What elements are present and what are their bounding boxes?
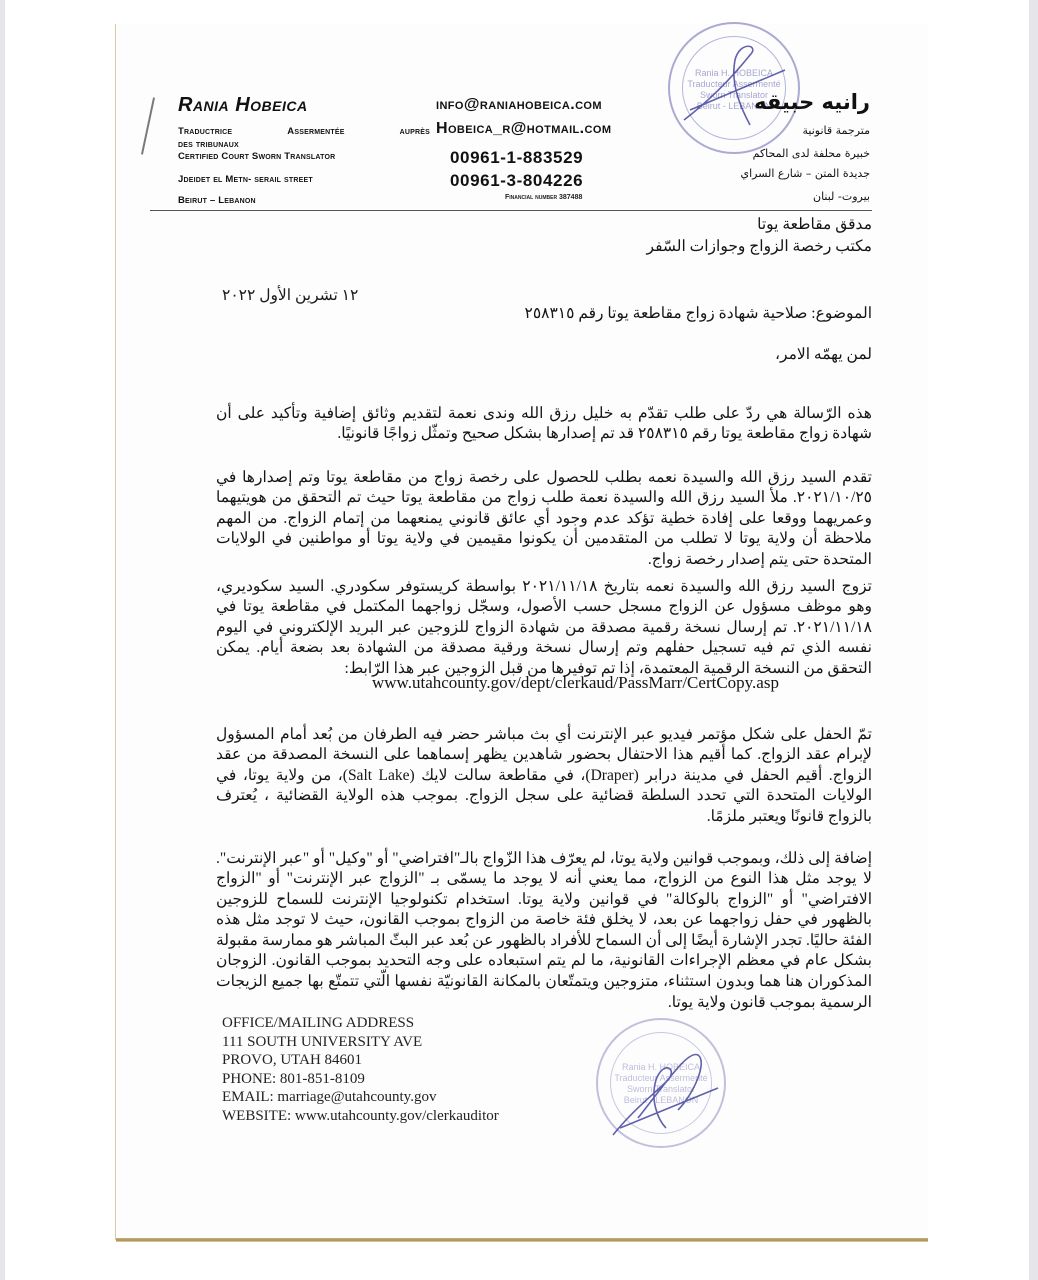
paragraph-3: تزوج السيد رزق الله والسيدة نعمه بتاريخ ٢٠٢١/١١/١٨ بواسطة كريستوفر سكودري. السيد سكوديري، وهو موظف مسؤول عن الزواج مسجل حسب الأصول، وسجّل زواجهما المكتمل في مقاطعة يوتا في ٢٠٢١/١١/١٨. تم إرسال نسخة رقمية مصدقة من شهادة الزواج للزوجين عبر البريد الإلكتروني في اليوم نفسه الذي تم فيه تسجيل حفلهم وتم إرسال نسخة ورقية مصدقة من الشهادة بعد بضعة أيام. يمكن التحقق من النسخة الرقمية المعتمدة، إذا تم توفيرها من قبل الزوجين عبر هذا الرّابط:: [216, 577, 872, 677]
paragraph-4: تمّ الحفل على شكل مؤتمر فيديو عبر الإنترنت أي بث مباشر حضر فيه الطرفان من بُعد أمام المسؤول لإبرام عقد الزواج. كما أقيم هذا الاحتفال بحضور شاهدين يظهر إسماهما على النسخة المصدقة من عقد الزواج. أقيم الحفل في مدينة درابر (Draper)، في مقاطعة سالت لايك (Salt Lake)، من ولاية يوتا، في الولايات المتحدة التي تحدد السلطة قضائية على سجل الزواج. بموجب هذه الولاية القضائية ، يُعترف بالزواج قانونًا ويعتبر ملزمًا.: [216, 725, 873, 825]
email-primary: info@raniahobeica.com: [436, 96, 602, 113]
paragraph-2: تقدم السيد رزق الله والسيدة نعمه بطلب للحصول على رخصة زواج من مقاطعة يوتا وتم إصدارها في ٢٠٢١/١٠/٢٥. ملأ السيد رزق الله والسيدة نعمة طلب زواج من مقاطعة يوتا حيث تم التحقق من هويتيهما وعمريهما ووقعا على إفادة خطية تؤكد عدم وجود أي عائق قانوني يمنعهما من إتمام الزواج. من المهم ملاحظة أن ولاية يوتا لا تطلب من المتقدمين أن يكونوا مقيمين في ولاية يوتا أو مواطنين في الولايات المتحدة حتى يتم إصدار رخصة زواج.: [216, 468, 872, 568]
letter-subject: الموضوع: صلاحية شهادة زواج مقاطعة يوتا رقم ٢٥٨٣١٥: [524, 305, 872, 322]
street-address-ar: جديدة المتن – شارع السراي: [740, 167, 870, 180]
stamp-line: Beirut - LEBANON: [623, 1095, 699, 1105]
viewer-left-edge: [0, 0, 5, 1280]
stamp-line: Beirut - LEBANON: [696, 101, 772, 111]
phone-landline: 00961-1-883529: [450, 148, 584, 167]
address-phone: PHONE: 801-851-8109: [222, 1070, 365, 1087]
stamp-line: Traducteur Assermenté: [687, 79, 781, 89]
translator-name-en: Rania Hobeica: [178, 94, 308, 116]
address-city: PROVO, UTAH 84601: [222, 1052, 363, 1068]
stamp-line: Sworn Translator: [626, 1084, 696, 1094]
title-fr-word: auprès: [399, 126, 430, 137]
city-en: Beirut – Lebanon: [178, 195, 256, 206]
salutation: لمن يهمّه الامر،: [775, 346, 872, 363]
court-title-ar: خبيرة محلفة لدى المحاكم: [752, 147, 870, 160]
translator-name-ar: رانيه حبيقه: [754, 90, 870, 114]
translator-title-ar: مترجمة قانونية: [802, 124, 870, 137]
stamp-line: Sworn Translator: [699, 90, 769, 100]
recipient-line: مدقق مقاطعة يوتا: [757, 216, 872, 233]
address-email: EMAIL: marriage@utahcounty.gov: [222, 1089, 437, 1105]
stamp-line: Rania H. HOBEICA: [621, 1062, 701, 1072]
paper-left-edge: [115, 24, 116, 1240]
city-ar: بيروت- لبنان: [812, 190, 870, 203]
letter-date: ١٢ تشرين الأول ٢٠٢٢: [222, 287, 359, 304]
email-secondary: Hobeica_r@hotmail.com: [436, 120, 612, 137]
verification-url: www.utahcounty.gov/dept/clerkaud/PassMarr/CertCopy.asp: [372, 673, 779, 692]
signature-top-icon: [680, 40, 790, 130]
translator-title-en: Certified Court Sworn Translator: [178, 151, 336, 162]
paragraph-5: إضافة إلى ذلك، وبموجب قوانين ولاية يوتا، لم يعرّف هذا الزّواج بالـ"افتراضي" أو "وكيل" أو "عبر الإنترنت". لا يوجد مثل هذا النوع من الزواج، مما يعني أنه لا يوجد ما يسمّى بـ "الزواج عبر الإنترنت" أو "الزواج الافتراضي" أو "الزواج بالوكالة" في قوانين ولاية يوتا. استخدام تكنولوجيا الإنترنت للسماح للزوجين بالظهور في حفل زواجهما عن بعد، لا يخلق فئة خاصة من الزواج بموجب القانون، حيث لا توجد مثل هذه الفئة حاليًا. تجدر الإشارة أيضًا إلى أن السماح للأفراد بالظهور عن بُعد عبر البثّ المباشر هو ممارسة مقبولة بشكل عام في معظم الإجراءات القانونية، ما لم يتم استبعاده على وجه التحديد بموجب القانون. الزوجان المذكوران هنا هما وبدون استثناء، متزوجين ويتمتّعان بالمكانة القانونيّة نفسها الّتي تتمتّع بها جميع الزيجات الرسمية بموجب قانون ولاية يوتا.: [216, 849, 872, 1011]
address-street: 111 SOUTH UNIVERSITY AVE: [222, 1033, 423, 1050]
title-fr-word: Traductrice: [178, 126, 233, 137]
stamp-line: Traducteur Assermenté: [614, 1073, 708, 1083]
translator-title-fr: [178, 126, 430, 137]
recipient-line: مكتب رخصة الزواج وجوازات السّفر: [646, 238, 872, 255]
viewer-right-edge: [1029, 0, 1038, 1280]
signature-bottom-icon: [608, 1040, 728, 1140]
paper-bottom-edge: [116, 1238, 928, 1242]
translator-title-fr-line2: des tribunaux: [178, 139, 239, 150]
financial-number: Financial number 387488: [505, 194, 583, 201]
address-heading: OFFICE/MAILING ADDRESS: [222, 1015, 415, 1031]
title-fr-word: Assermentée: [287, 126, 345, 137]
paragraph-1: هذه الرّسالة هي ردّ على طلب تقدّم به خليل رزق الله وندى نعمة لتقديم وثائق إضافية وتأكيد على أن شهادة زواج مقاطعة يوتا رقم ٢٥٨٣١٥ قد تم إصدارها بشكل صحيح وتمثّل زواجًا قانونيًا.: [216, 404, 872, 443]
stamp-line: Rania H. HOBEICA: [694, 68, 774, 78]
address-website: WEBSITE: www.utahcounty.gov/clerkauditor: [222, 1107, 499, 1124]
phone-mobile: 00961-3-804226: [450, 171, 584, 190]
recipient-block: [216, 214, 872, 258]
office-address-block: [222, 1014, 499, 1125]
street-address-en: Jdeidet el Metn- serail street: [178, 174, 313, 185]
letterhead-divider: [150, 210, 872, 211]
